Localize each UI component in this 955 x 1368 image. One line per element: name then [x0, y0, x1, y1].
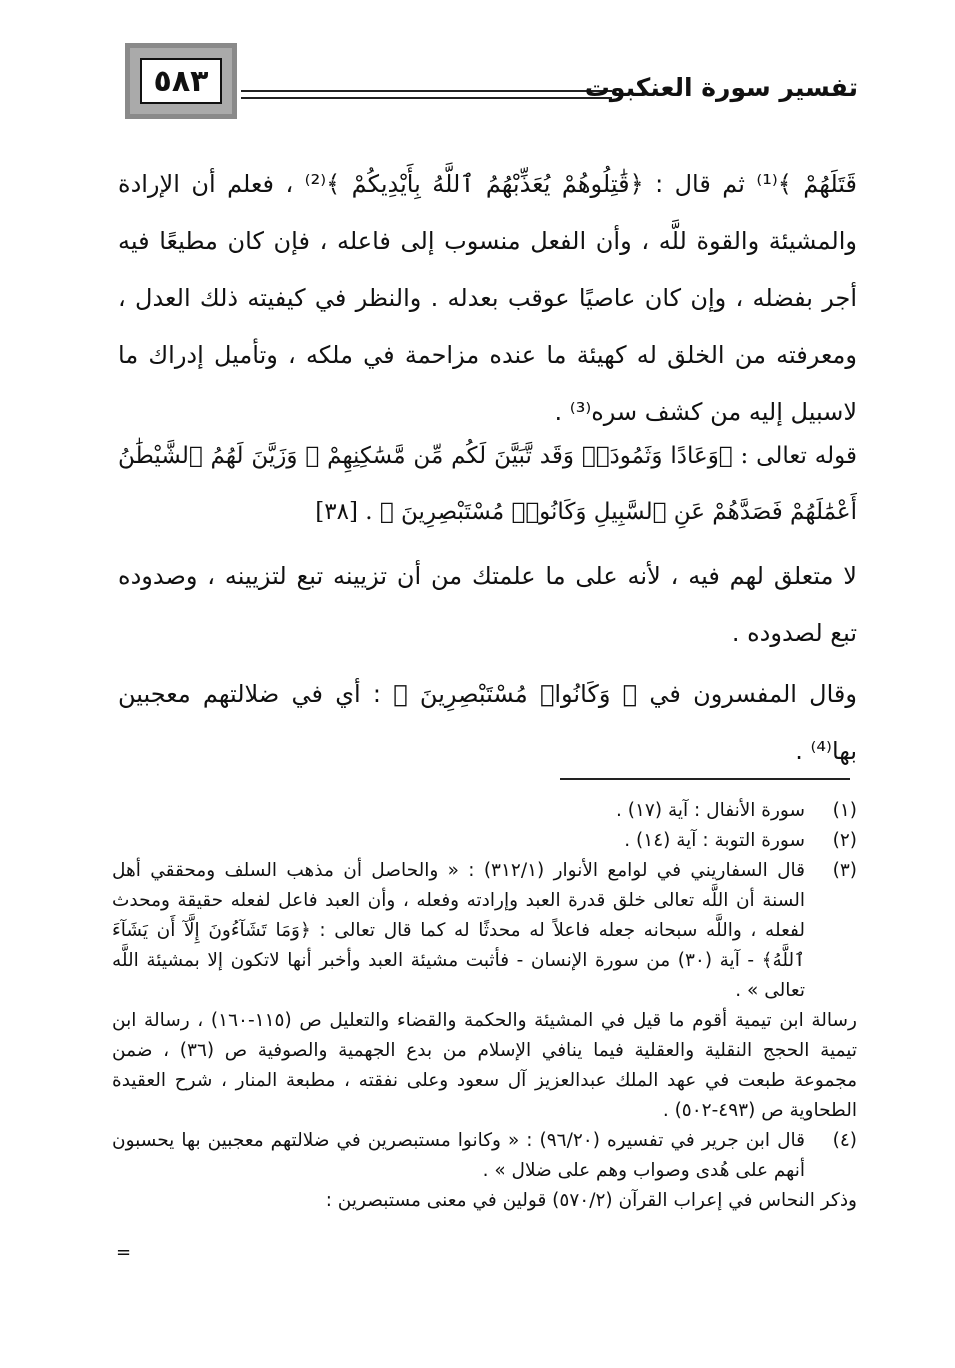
- footnote-2: [112, 826, 857, 856]
- footnote-text: سورة الأنفال : آية (١٧) .: [615, 800, 805, 821]
- paragraph-3: لا متعلق لهم فيه ، لأنه على ما علمتك من أن تزيينه تبع لتزيينه ، وصدوده تبع لصدوده .: [118, 562, 857, 647]
- footnote-3-references: رسالة ابن تيمية أقوم ما قيل في المشيئة والحكمة والقضاء والتعليل ص (١١٥-١٦٠) ، رسالة ابن تيمية الحجج النقلية والعقلية فيما ينافي الإسلام من بدع الجهمية والصوفية ص (٣٦) ، ضمن مجموعة طبعت في عهد الملك عبدالعزيز آل سعود وعلى نفقته ، مطبعة المنار ، شرح العقيدة الطحاوية ص (٤٩٣-٥٠٢) .: [112, 1010, 857, 1121]
- quran-verse-paragraph: قوله تعالى : ﴿وَعَادًا وَثَمُودَا۟ وَقَد تَّبَيَّنَ لَكُم مِّن مَّسَٰكِنِهِمْ ۖ وَزَيَّنَ لَهُمُ ٱلشَّيْطَٰنُ أَعْمَٰلَهُمْ فَصَدَّهُمْ عَنِ ٱلسَّبِيلِ وَكَانُوا۟ مُسْتَبْصِرِينَ ﴾ . [٣٨]: [118, 443, 857, 525]
- footnote-separator: [560, 778, 850, 780]
- footnote-number: (٣): [832, 860, 857, 881]
- footnote-number: (١): [832, 800, 857, 821]
- continuation-mark: =: [116, 1242, 132, 1263]
- footnote-text: قال ابن جرير في تفسيره (٩٦/٢٠) : « وكانوا مستبصرين في ضلالتهم معجبين بها يحسبون أنهم على هُدى وصواب وهم على ضلال » .: [112, 1130, 805, 1181]
- header-rule-top: [241, 90, 612, 92]
- footnote-number: (٤): [832, 1130, 857, 1151]
- footnote-1: [112, 796, 857, 826]
- footnote-4: [112, 1126, 857, 1186]
- page-number: ٥٨٣: [140, 58, 222, 104]
- running-title: تفسير سورة العنكبوت: [584, 73, 858, 102]
- footnote-text: قال السفاريني في لوامع الأنوار (٣١٢/١) : « والحاصل أن مذهب السلف ومحققي أهل السنة أن اللَّه تعالى خلق قدرة العبد وإرادته وفعله ، وأن العبد فاعل لفعله حقيقة ومحدث لفعله ، واللَّه سبحانه جعله فاعلاً له محدثًا له كما قال تعالى : ﴿وَمَا تَشَآءُونَ إِلَّآ أَن يَشَآءَ ٱللَّهُ﴾ - آية (٣٠) من سورة الإنسان - فأثبت مشيئة العبد وأخبر أنها لاتكون إلا بمشيئة اللَّه تعالى » .: [112, 860, 805, 1001]
- footnote-text: سورة التوبة : آية (١٤) .: [624, 830, 805, 851]
- paragraph-1: قَتَلَهُمْ ﴾⁽¹⁾ ثم قال : ﴿قَٰتِلُوهُمْ يُعَذِّبْهُمُ ٱللَّهُ بِأَيْدِيكُمْ ﴾⁽²⁾ ، فعلم أن الإرادة والمشيئة والقوة للَّه ، وأن الفعل منسوب إلى فاعله ، فإن كان مطيعًا فيه أجر بفضله ، وإن كان عاصيًا عوقب بعدله . والنظر في كيفيته ذلك العدل ، ومعرفته من الخلق له كهيئة ما عنده مزاحمة في ملكه ، وتأميل إدراك ما لاسبيل إليه من كشف سره⁽³⁾ .: [118, 170, 858, 426]
- footnote-3: [112, 856, 857, 1006]
- footnotes: [112, 796, 857, 1216]
- page-number-frame: [125, 43, 237, 119]
- footnote-number: (٢): [832, 830, 857, 851]
- header-rule-bottom: [241, 97, 612, 99]
- paragraph-4: وقال المفسرون في ﴿ وَكَانُوا۟ مُسْتَبْصِرِينَ ﴾ : أي في ضلالتهم معجبين بها⁽⁴⁾ .: [118, 680, 857, 765]
- footnote-4-continuation: وذكر النحاس في إعراب القرآن (٥٧٠/٢) قولين في معنى مستبصرين :: [325, 1190, 857, 1211]
